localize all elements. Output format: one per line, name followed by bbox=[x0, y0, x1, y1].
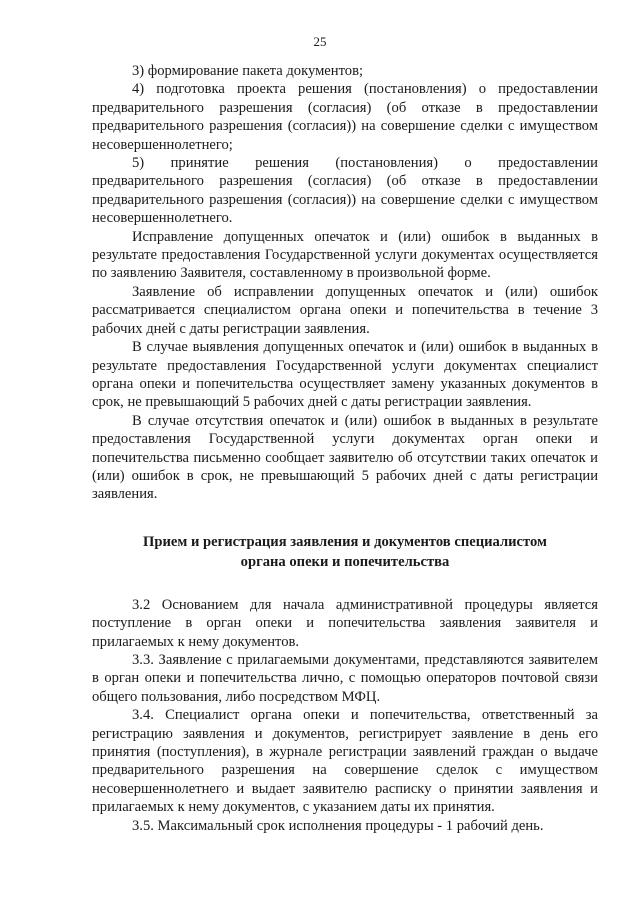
clause-3-2: 3.2 Основанием для начала административной процедуры является поступление в орган опеки и попечительства заявления заявителя и прилагаемых к нему документов. bbox=[92, 596, 598, 650]
section-heading-line2: органа опеки и попечительства bbox=[240, 553, 450, 570]
list-item-3: 3) формирование пакета документов; bbox=[132, 63, 364, 79]
list-item-4: 4) подготовка проекта решения (постановления) о предоставлении предварительного разрешения (согласия) (об отказе в предоставлении предварительного разрешения (согласия)) на совершение сделки с имуществом несовершеннолетнего; bbox=[92, 81, 598, 153]
clause-3-5: 3.5. Максимальный срок исполнения процедуры - 1 рабочий день. bbox=[132, 817, 544, 834]
paragraph-correction-request: Исправление допущенных опечаток и (или) ошибок в выданных в результате предоставления Государственной услуги документах осуществляется по заявлению Заявителя, составленному в произвольной форме. bbox=[92, 228, 598, 282]
list-item-5: 5) принятие решения (постановления) о предоставлении предварительного разрешения (согласия) (об отказе в предоставлении предварительного разрешения (согласия)) на совершение сделки с имуществом несовершеннолетнего. bbox=[92, 155, 598, 227]
section-heading-line1: Прием и регистрация заявления и документов специалистом bbox=[143, 533, 547, 550]
document-body bbox=[92, 62, 598, 835]
clause-3-4: 3.4. Специалист органа опеки и попечительства, ответственный за регистрацию заявления и документов, регистрирует заявление в день его принятия (поступления), в журнале регистрации заявлений граждан о выдаче предварительного разрешения на совершение сделок с имуществом несовершеннолетнего и выдает заявителю расписку о принятии заявления и прилагаемых к нему документов, с указанием даты их принятия. bbox=[92, 707, 598, 816]
section-heading bbox=[92, 532, 598, 572]
clause-3-3: 3.3. Заявление с прилагаемыми документами, представляются заявителем в орган опеки и попечительства лично, с помощью операторов почтовой связи общего пользования, либо посредством МФЦ. bbox=[92, 651, 598, 705]
paragraph-no-errors: В случае отсутствия опечаток и (или) ошибок в выданных в результате предоставления Государственной услуги документах орган опеки и попечительства письменно сообщает заявителю об отсутствии таких опечаток и (или) ошибок в срок, не превышающий 5 рабочих дней с даты регистрации заявления. bbox=[92, 412, 598, 503]
paragraph-errors-found: В случае выявления допущенных опечаток и (или) ошибок в выданных в результате предоставления Государственной услуги документах специалист органа опеки и попечительства осуществляет замену указанных документов в срок, не превышающий 5 рабочих дней с даты регистрации заявления. bbox=[92, 339, 598, 411]
paragraph-correction-review: Заявление об исправлении допущенных опечаток и (или) ошибок рассматривается специалистом органа опеки и попечительства в течение 3 рабочих дней с даты регистрации заявления. bbox=[92, 283, 598, 337]
page-number: 25 bbox=[313, 34, 327, 49]
